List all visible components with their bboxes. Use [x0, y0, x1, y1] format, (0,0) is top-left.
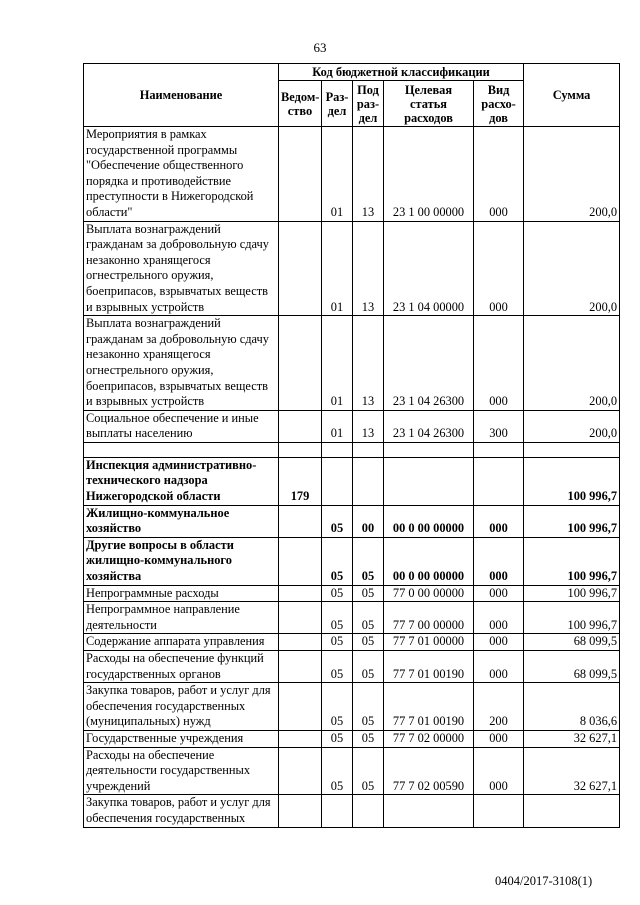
- row-section: 05: [322, 651, 353, 683]
- row-exp-type: [474, 457, 524, 505]
- row-subsection: 05: [353, 651, 384, 683]
- row-sum: 100 996,7: [524, 505, 620, 537]
- header-exp-type: Вид расхо-дов: [474, 81, 524, 127]
- row-sum: 200,0: [524, 127, 620, 222]
- row-exp-type: 000: [474, 602, 524, 634]
- row-exp-type: 000: [474, 127, 524, 222]
- row-subsection: 05: [353, 730, 384, 747]
- row-target: 23 1 04 26300: [384, 410, 474, 442]
- header-code-group: Код бюджетной классификации: [279, 64, 524, 81]
- row-target: 77 7 02 00000: [384, 730, 474, 747]
- row-subsection: 05: [353, 683, 384, 731]
- row-target: 23 1 04 26300: [384, 316, 474, 411]
- table-row: [84, 602, 620, 634]
- page-number: 63: [313, 40, 327, 55]
- row-name: Непрограммное направление деятельности: [84, 602, 279, 634]
- spacer-cell: [524, 442, 620, 457]
- row-section: 05: [322, 537, 353, 585]
- row-dept: 179: [279, 457, 322, 505]
- row-sum: 68 099,5: [524, 634, 620, 651]
- row-section: [322, 795, 353, 827]
- table-row: [84, 683, 620, 731]
- table-row: [84, 585, 620, 602]
- table-row: [84, 634, 620, 651]
- row-dept: [279, 651, 322, 683]
- row-subsection: [353, 795, 384, 827]
- row-exp-type: 000: [474, 634, 524, 651]
- row-name: Расходы на обеспечение функций государственных органов: [84, 651, 279, 683]
- header-section: Раз-дел: [322, 81, 353, 127]
- row-subsection: 00: [353, 505, 384, 537]
- row-name: Жилищно-коммунальное хозяйство: [84, 505, 279, 537]
- row-subsection: 13: [353, 316, 384, 411]
- row-subsection: 05: [353, 634, 384, 651]
- row-dept: [279, 795, 322, 827]
- row-name: Закупка товаров, работ и услуг для обеспечения государственных: [84, 795, 279, 827]
- row-sum: 200,0: [524, 316, 620, 411]
- row-name: Закупка товаров, работ и услуг для обеспечения государственных (муниципальных) нужд: [84, 683, 279, 731]
- row-exp-type: 000: [474, 651, 524, 683]
- table-row: [84, 457, 620, 505]
- row-exp-type: 300: [474, 410, 524, 442]
- spacer-cell: [84, 442, 279, 457]
- row-subsection: 05: [353, 585, 384, 602]
- row-target: 77 7 02 00590: [384, 747, 474, 795]
- row-name: Выплата вознаграждений гражданам за добровольную сдачу незаконно хранящегося огнестрельного оружия, боеприпасов, взрывчатых веществ и взрывных устройств: [84, 221, 279, 316]
- row-target: 77 7 01 00190: [384, 683, 474, 731]
- row-subsection: 05: [353, 602, 384, 634]
- row-target: [384, 795, 474, 827]
- table-row: [84, 747, 620, 795]
- row-section: 05: [322, 634, 353, 651]
- row-name: Другие вопросы в области жилищно-коммунального хозяйства: [84, 537, 279, 585]
- spacer-cell: [322, 442, 353, 457]
- table-row: [84, 221, 620, 316]
- row-name: Расходы на обеспечение деятельности государственных учреждений: [84, 747, 279, 795]
- table-row: [84, 651, 620, 683]
- row-sum: 100 996,7: [524, 602, 620, 634]
- row-section: 05: [322, 505, 353, 537]
- table-row: [84, 316, 620, 411]
- table-row: [84, 505, 620, 537]
- row-section: 01: [322, 410, 353, 442]
- row-subsection: 05: [353, 747, 384, 795]
- row-dept: [279, 410, 322, 442]
- spacer-cell: [474, 442, 524, 457]
- row-dept: [279, 316, 322, 411]
- table-row: [84, 410, 620, 442]
- table-row: [84, 730, 620, 747]
- row-subsection: 13: [353, 410, 384, 442]
- header-target: Целевая статья расходов: [384, 81, 474, 127]
- table-row: [84, 442, 620, 457]
- row-dept: [279, 747, 322, 795]
- row-section: 05: [322, 730, 353, 747]
- table-row: [84, 537, 620, 585]
- row-exp-type: [474, 795, 524, 827]
- row-exp-type: 000: [474, 505, 524, 537]
- table-row: [84, 127, 620, 222]
- row-dept: [279, 127, 322, 222]
- row-target: 77 0 00 00000: [384, 585, 474, 602]
- header-subsection: Под раз-дел: [353, 81, 384, 127]
- table-body: [84, 127, 620, 828]
- row-dept: [279, 683, 322, 731]
- row-subsection: [353, 457, 384, 505]
- row-section: 01: [322, 221, 353, 316]
- row-exp-type: 000: [474, 747, 524, 795]
- row-name: Социальное обеспечение и иные выплаты населению: [84, 410, 279, 442]
- row-section: 01: [322, 127, 353, 222]
- spacer-cell: [353, 442, 384, 457]
- header-sum: Сумма: [524, 64, 620, 127]
- document-code: 0404/2017-3108(1): [495, 874, 593, 888]
- budget-table: [83, 63, 620, 828]
- row-sum: 32 627,1: [524, 747, 620, 795]
- row-section: 05: [322, 683, 353, 731]
- row-subsection: 13: [353, 221, 384, 316]
- row-target: [384, 457, 474, 505]
- row-target: 77 7 00 00000: [384, 602, 474, 634]
- row-section: 05: [322, 585, 353, 602]
- row-section: 05: [322, 747, 353, 795]
- row-target: 00 0 00 00000: [384, 537, 474, 585]
- row-name: Мероприятия в рамках государственной программы "Обеспечение общественного порядка и противодействие преступности в Нижегородской области": [84, 127, 279, 222]
- row-sum: 200,0: [524, 221, 620, 316]
- row-sum: 200,0: [524, 410, 620, 442]
- row-section: 01: [322, 316, 353, 411]
- row-name: Инспекция административно-технического надзора Нижегородской области: [84, 457, 279, 505]
- row-target: 23 1 00 00000: [384, 127, 474, 222]
- row-name: Непрограммные расходы: [84, 585, 279, 602]
- row-name: Выплата вознаграждений гражданам за добровольную сдачу незаконно хранящегося огнестрельного оружия, боеприпасов, взрывчатых веществ и взрывных устройств: [84, 316, 279, 411]
- row-exp-type: 000: [474, 585, 524, 602]
- header-dept: Ведом-ство: [279, 81, 322, 127]
- row-dept: [279, 730, 322, 747]
- table-row: [84, 795, 620, 827]
- row-target: 77 7 01 00190: [384, 651, 474, 683]
- row-exp-type: 000: [474, 221, 524, 316]
- row-dept: [279, 505, 322, 537]
- row-section: [322, 457, 353, 505]
- header-name: Наименование: [84, 64, 279, 127]
- row-target: 23 1 04 00000: [384, 221, 474, 316]
- row-sum: 8 036,6: [524, 683, 620, 731]
- row-target: 00 0 00 00000: [384, 505, 474, 537]
- row-exp-type: 000: [474, 316, 524, 411]
- row-exp-type: 000: [474, 730, 524, 747]
- row-sum: 100 996,7: [524, 457, 620, 505]
- row-sum: 100 996,7: [524, 537, 620, 585]
- row-dept: [279, 537, 322, 585]
- row-dept: [279, 602, 322, 634]
- row-sum: 32 627,1: [524, 730, 620, 747]
- spacer-cell: [279, 442, 322, 457]
- row-subsection: 13: [353, 127, 384, 222]
- row-subsection: 05: [353, 537, 384, 585]
- row-exp-type: 200: [474, 683, 524, 731]
- row-name: Государственные учреждения: [84, 730, 279, 747]
- row-section: 05: [322, 602, 353, 634]
- row-dept: [279, 634, 322, 651]
- row-exp-type: 000: [474, 537, 524, 585]
- row-sum: [524, 795, 620, 827]
- row-dept: [279, 221, 322, 316]
- row-sum: 100 996,7: [524, 585, 620, 602]
- spacer-cell: [384, 442, 474, 457]
- row-dept: [279, 585, 322, 602]
- row-sum: 68 099,5: [524, 651, 620, 683]
- row-target: 77 7 01 00000: [384, 634, 474, 651]
- row-name: Содержание аппарата управления: [84, 634, 279, 651]
